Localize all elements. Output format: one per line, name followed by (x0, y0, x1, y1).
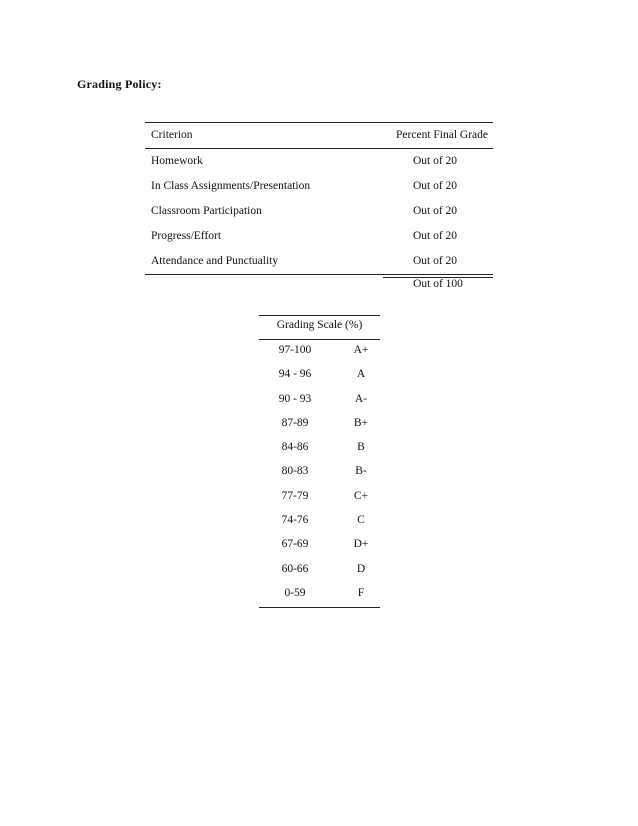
page-heading: Grading Policy: (77, 77, 162, 91)
scale-row (259, 486, 380, 510)
value-cell: Out of 20 (412, 230, 458, 242)
grading-policy-table (145, 122, 493, 293)
range-cell: 90 - 93 (278, 392, 312, 405)
table-row (145, 224, 493, 249)
range-cell: 74-76 (281, 514, 309, 527)
table-row (145, 249, 493, 274)
table-header-row (145, 123, 493, 148)
grade-cell: C (357, 514, 365, 527)
value-cell: Out of 20 (412, 205, 458, 217)
range-cell: 60-66 (281, 562, 309, 575)
range-cell: 97-100 (278, 344, 312, 356)
scale-row (259, 413, 380, 437)
grade-cell: B- (355, 465, 367, 478)
total-value: Out of 100 (383, 277, 493, 290)
grading-scale-table (259, 315, 380, 608)
grade-cell: B+ (353, 416, 369, 429)
criterion-cell: Classroom Participation (151, 205, 262, 217)
criterion-cell: Attendance and Punctuality (151, 255, 279, 267)
scale-row (259, 583, 380, 607)
range-cell: 80-83 (281, 465, 309, 478)
scale-row (259, 461, 380, 485)
scale-title: Grading Scale (%) (276, 319, 363, 331)
range-cell: 87-89 (281, 416, 309, 429)
scale-row (259, 437, 380, 461)
range-cell: 84-86 (281, 441, 309, 454)
grade-cell: C+ (353, 489, 369, 502)
value-cell: Out of 20 (412, 255, 458, 267)
scale-row (259, 534, 380, 558)
scale-row (259, 510, 380, 534)
grade-cell: F (357, 586, 365, 599)
range-cell: 0-59 (284, 586, 306, 599)
value-cell: Out of 20 (412, 180, 458, 192)
criterion-cell: Progress/Effort (151, 230, 222, 242)
grade-cell: D (356, 562, 366, 575)
scale-row (259, 389, 380, 413)
grade-cell: A (356, 368, 366, 381)
table-row (145, 199, 493, 224)
table-row (145, 174, 493, 199)
scale-rule-bottom (259, 607, 380, 608)
grade-cell: B (357, 441, 365, 454)
scale-row (259, 340, 380, 364)
criterion-cell: In Class Assignments/Presentation (151, 180, 311, 192)
grade-cell: A- (354, 392, 368, 405)
range-cell: 94 - 96 (278, 368, 312, 381)
range-cell: 77-79 (281, 489, 309, 502)
grade-cell: D+ (353, 538, 369, 551)
scale-row (259, 364, 380, 388)
table-total-row (145, 275, 493, 293)
grade-cell: A+ (353, 344, 369, 356)
range-cell: 67-69 (281, 538, 309, 551)
header-percent-final-grade: Percent Final Grade (396, 129, 488, 141)
criterion-cell: Homework (151, 155, 203, 167)
header-criterion: Criterion (151, 129, 193, 141)
scale-row (259, 559, 380, 583)
value-cell: Out of 20 (412, 155, 458, 167)
table-row (145, 149, 493, 174)
